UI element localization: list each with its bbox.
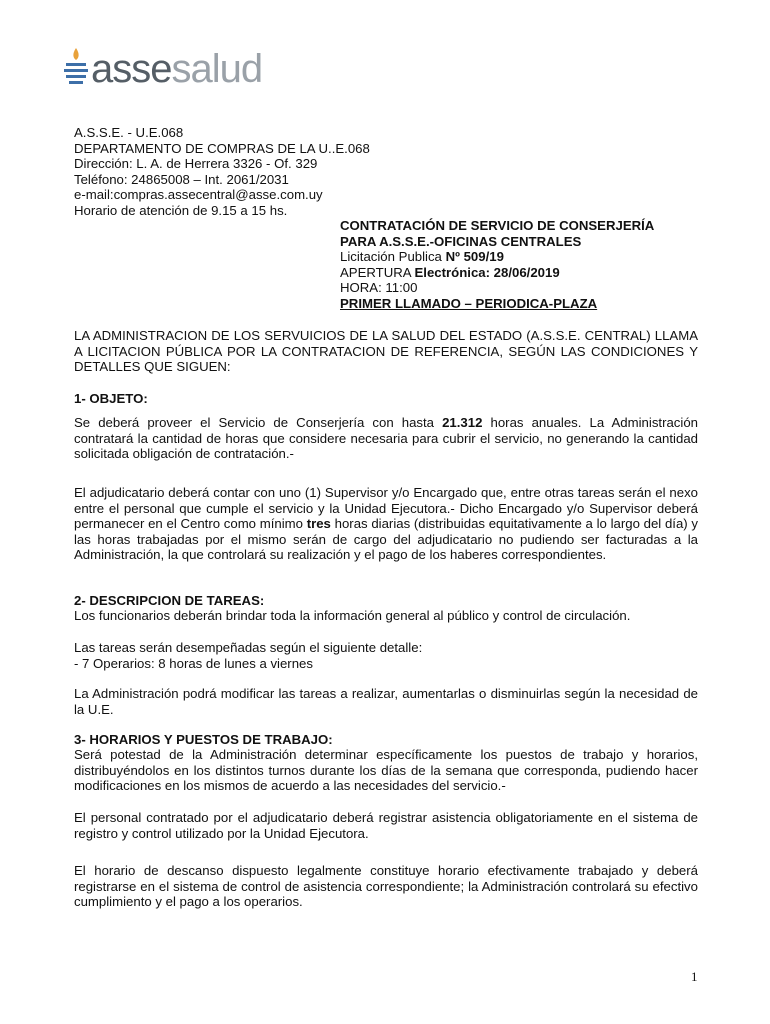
licitacion-number: Nº 509/19 [445,249,504,265]
section-1-heading: 1- OBJETO: [74,391,148,406]
tender-title-block [340,218,654,312]
hours-value: 21.312 [442,415,483,430]
apertura-line [340,265,654,281]
s2p2-line2: - 7 Operarios: 8 horas de lunes a viernes [74,655,313,671]
page-number: 1 [691,969,698,984]
header-line-department: DEPARTAMENTO DE COMPRAS DE LA U..E.068 [74,140,370,156]
logo-salud-text: salud [171,47,263,91]
licitacion-prefix: Licitación Publica [340,249,446,265]
header-line-hours: Horario de atención de 9.15 a 15 hs. [74,202,288,218]
title-line-2: PARA A.S.S.E.-OFICINAS CENTRALES [340,233,582,249]
apertura-date: Electrónica: 28/06/2019 [414,264,560,280]
section-2-heading: 2- DESCRIPCION DE TAREAS: [74,593,265,608]
section-3-paragraph-1: Será potestad de la Administración determinar específicamente los puestos de trabajo y horarios, distribuyéndolos en los distintos turnos durante los días de la semana que corresponda, pudiendo hacer modificaciones en los mismos de acuerdo a las necesidades del servicio.- [74,747,698,794]
section-3-paragraph-2: El personal contratado por el adjudicatario deberá registrar asistencia obligatoriamente en el sistema de registro y control utilizado por la Unidad Ejecutora. [74,810,698,841]
section-2-paragraph-2 [74,640,698,671]
header-line-email: e-mail:compras.assecentral@asse.com.uy [74,187,323,202]
section-3-paragraph-3: El horario de descanso dispuesto legalmente constituye horario efectivamente trabajado y deberá registrarse en el sistema de control de asistencia correspondiente; la Administración controlará su efectivo cumplimiento y el pago a los operarios. [74,863,698,910]
logo-wordmark [91,44,262,94]
apertura-prefix: APERTURA [340,264,415,280]
title-line-1: CONTRATACIÓN DE SERVICIO DE CONSERJERÍA [340,218,655,233]
section-2-paragraph-3: La Administración podrá modificar las tareas a realizar, aumentarlas o disminuirlas según la necesidad de la U.E. [74,686,698,717]
section-3-heading: 3- HORARIOS Y PUESTOS DE TRABAJO: [74,732,333,747]
s1p1-a: Se deberá proveer el Servicio de Conserjería con hasta [74,415,443,430]
tres-value: tres [306,516,331,532]
intro-paragraph: LA ADMINISTRACION DE LOS SERVUICIOS DE LA SALUD DEL ESTADO (A.S.S.E. CENTRAL) LLAMA A LICITACION PÚBLICA POR LA CONTRATACION DE REFERENCIA, SEGÚN LAS CONDICIONES Y DETALLES QUE SIGUEN: [74,328,698,375]
logo-asse-text: asse [91,47,172,91]
s1p1-c: horas anuales. La Administración contratará la cantidad de horas que considere necesaria para cubrir el servicio, no generando la cantidad solicitada obligación de contratación.- [74,415,698,462]
section-1-paragraph-2 [74,485,698,563]
licitacion-line [340,249,654,265]
s1p2-c: horas diarias (distribuidas equitativamente a lo largo del día) y las horas trabajadas por el mismo serán de cargo del adjudicatario no pudiendo ser facturadas a la Administración, la que controlará su realización y el pago de los haberes correspondientes. [74,516,698,563]
asse-logo [63,44,283,94]
s2p2-line1: Las tareas serán desempeñadas según el siguiente detalle: [74,640,423,655]
header-line-phone: Teléfono: 24865008 – Int. 2061/2031 [74,171,289,187]
header-line-org: A.S.S.E. - U.E.068 [74,125,184,140]
section-1-paragraph-1 [74,415,698,462]
llamado-line: PRIMER LLAMADO – PERIODICA-PLAZA [340,295,598,311]
s1p2-a: El adjudicatario deberá contar con uno (1) Supervisor y/o Encargado que, entre otras tareas serán el nexo entre el personal que cumple el servicio y la Unidad Ejecutora.- Dicho Encargado y/o Supervisor deberá permanecer en el Centro como mínimo [74,485,698,532]
asse-logo-icon [63,46,89,90]
hora-line: HORA: 11:00 [340,280,418,296]
header-line-address: Dirección: L. A. de Herrera 3326 - Of. 329 [74,156,318,171]
contact-header [74,125,370,218]
section-2-paragraph-1: Los funcionarios deberán brindar toda la información general al público y control de circulación. [74,608,631,623]
